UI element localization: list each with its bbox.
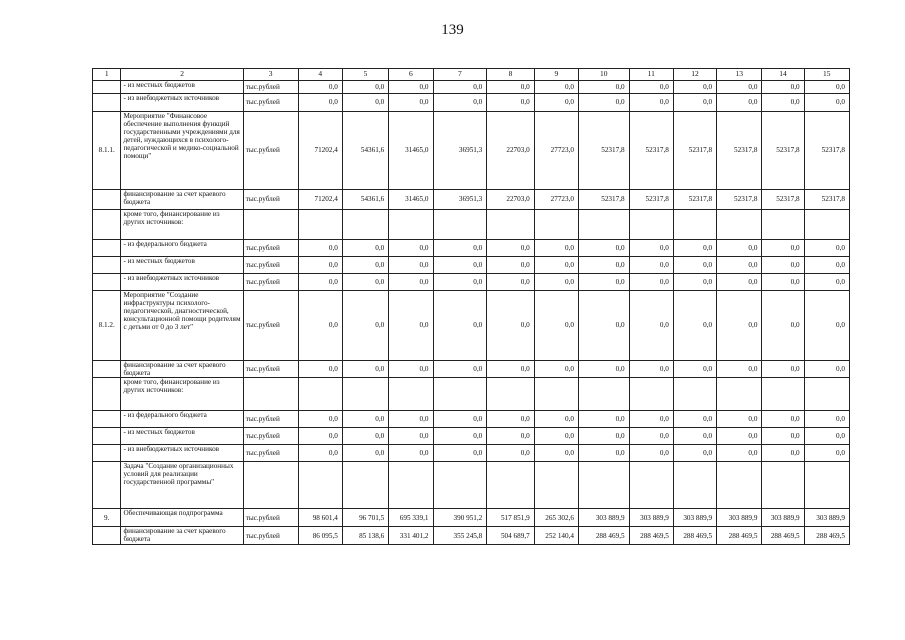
table-row (93, 527, 850, 545)
column-number: 8 (487, 69, 534, 81)
value-cell: 0,0 (629, 81, 673, 94)
value-cell: 288 469,5 (804, 527, 849, 545)
value-cell: 0,0 (629, 291, 673, 361)
value-cell: 0,0 (389, 411, 433, 428)
value-cell: 0,0 (629, 445, 673, 462)
value-cell: 695 339,1 (389, 509, 433, 527)
value-cell (487, 378, 534, 411)
item-code: 8.1.1. (93, 112, 121, 190)
item-name: - из местных бюджетов (121, 428, 243, 445)
item-name: финансирование за счет краевого бюджета (121, 361, 243, 378)
value-cell (673, 462, 716, 509)
value-cell: 52317,8 (629, 112, 673, 190)
unit: тыс.рублей (243, 411, 298, 428)
value-cell: 0,0 (804, 361, 849, 378)
item-code: 9. (93, 509, 121, 527)
value-cell (389, 378, 433, 411)
value-cell: 303 889,9 (717, 509, 762, 527)
value-cell: 96 701,5 (342, 509, 388, 527)
value-cell: 52317,8 (762, 190, 804, 210)
value-cell: 0,0 (673, 361, 716, 378)
item-code (93, 462, 121, 509)
value-cell: 0,0 (762, 81, 804, 94)
column-number: 7 (433, 69, 487, 81)
value-cell: 0,0 (342, 428, 388, 445)
value-cell: 0,0 (673, 81, 716, 94)
value-cell: 0,0 (298, 291, 342, 361)
item-name: финансирование за счет краевого бюджета (121, 527, 243, 545)
value-cell: 0,0 (762, 361, 804, 378)
value-cell: 0,0 (804, 428, 849, 445)
value-cell: 0,0 (717, 257, 762, 274)
value-cell: 0,0 (717, 240, 762, 257)
table-row (93, 190, 850, 210)
value-cell: 0,0 (804, 291, 849, 361)
value-cell (629, 462, 673, 509)
value-cell: 303 889,9 (762, 509, 804, 527)
column-number: 5 (342, 69, 388, 81)
unit: тыс.рублей (243, 509, 298, 527)
budget-table (92, 68, 850, 545)
unit: тыс.рублей (243, 81, 298, 94)
value-cell (762, 462, 804, 509)
value-cell (578, 462, 629, 509)
value-cell: 27723,0 (534, 190, 578, 210)
value-cell: 0,0 (717, 291, 762, 361)
item-code (93, 240, 121, 257)
item-code (93, 378, 121, 411)
value-cell: 0,0 (717, 445, 762, 462)
item-code (93, 190, 121, 210)
item-code (93, 445, 121, 462)
value-cell: 0,0 (298, 274, 342, 291)
value-cell: 31465,0 (389, 190, 433, 210)
table-row (93, 378, 850, 411)
value-cell: 0,0 (487, 240, 534, 257)
table-row (93, 94, 850, 112)
table-row (93, 81, 850, 94)
value-cell: 54361,6 (342, 190, 388, 210)
value-cell: 0,0 (578, 428, 629, 445)
item-name: Мероприятие "Финансовое обеспечение выполнения функций государственными учреждениями для детей, нуждающихся в психолого-педагогической и медико-социальной помощи" (121, 112, 243, 190)
item-name: Мероприятие "Создание инфраструктуры психолого-педагогической, диагностической, консультационной помощи родителям с детьми от 0 до 3 лет" (121, 291, 243, 361)
item-code (93, 361, 121, 378)
value-cell: 0,0 (433, 445, 487, 462)
value-cell (717, 378, 762, 411)
value-cell: 52317,8 (673, 112, 716, 190)
value-cell: 0,0 (804, 257, 849, 274)
value-cell: 252 140,4 (534, 527, 578, 545)
value-cell: 0,0 (717, 411, 762, 428)
value-cell: 0,0 (673, 274, 716, 291)
value-cell: 0,0 (673, 445, 716, 462)
value-cell: 0,0 (433, 411, 487, 428)
column-number: 1 (93, 69, 121, 81)
value-cell: 0,0 (673, 257, 716, 274)
value-cell: 0,0 (487, 445, 534, 462)
table-row (93, 428, 850, 445)
value-cell: 0,0 (717, 361, 762, 378)
value-cell: 303 889,9 (804, 509, 849, 527)
value-cell: 0,0 (578, 81, 629, 94)
value-cell (534, 378, 578, 411)
value-cell: 0,0 (342, 94, 388, 112)
value-cell: 0,0 (342, 240, 388, 257)
column-number: 9 (534, 69, 578, 81)
unit (243, 210, 298, 240)
value-cell: 0,0 (342, 257, 388, 274)
column-number: 3 (243, 69, 298, 81)
value-cell: 0,0 (578, 445, 629, 462)
table-row (93, 462, 850, 509)
value-cell (717, 210, 762, 240)
value-cell (717, 462, 762, 509)
value-cell: 0,0 (298, 411, 342, 428)
value-cell (629, 378, 673, 411)
item-code (93, 527, 121, 545)
column-number: 6 (389, 69, 433, 81)
column-number: 2 (121, 69, 243, 81)
value-cell: 0,0 (342, 274, 388, 291)
value-cell: 288 469,5 (673, 527, 716, 545)
value-cell: 265 302,6 (534, 509, 578, 527)
value-cell: 0,0 (433, 361, 487, 378)
value-cell: 0,0 (487, 274, 534, 291)
value-cell: 98 601,4 (298, 509, 342, 527)
item-code (93, 274, 121, 291)
value-cell: 0,0 (629, 411, 673, 428)
value-cell (804, 378, 849, 411)
value-cell: 0,0 (342, 291, 388, 361)
value-cell: 0,0 (578, 411, 629, 428)
table-row (93, 361, 850, 378)
item-code (93, 210, 121, 240)
value-cell: 0,0 (389, 291, 433, 361)
value-cell: 0,0 (433, 94, 487, 112)
value-cell (342, 210, 388, 240)
value-cell (534, 462, 578, 509)
value-cell: 52317,8 (762, 112, 804, 190)
value-cell: 390 951,2 (433, 509, 487, 527)
value-cell: 0,0 (629, 274, 673, 291)
column-number: 11 (629, 69, 673, 81)
value-cell (433, 378, 487, 411)
value-cell (578, 378, 629, 411)
unit: тыс.рублей (243, 445, 298, 462)
table-row (93, 291, 850, 361)
item-code (93, 411, 121, 428)
value-cell: 0,0 (762, 411, 804, 428)
column-number: 10 (578, 69, 629, 81)
value-cell: 36951,3 (433, 112, 487, 190)
value-cell: 0,0 (433, 257, 487, 274)
unit: тыс.рублей (243, 274, 298, 291)
value-cell (762, 210, 804, 240)
value-cell: 288 469,5 (717, 527, 762, 545)
value-cell (342, 378, 388, 411)
value-cell: 0,0 (389, 445, 433, 462)
item-name: - из внебюджетных источников (121, 274, 243, 291)
unit: тыс.рублей (243, 428, 298, 445)
item-code (93, 94, 121, 112)
item-code (93, 81, 121, 94)
item-name: Задача "Создание организационных условий для реализации государственной программы" (121, 462, 243, 509)
value-cell: 0,0 (762, 94, 804, 112)
table-row (93, 257, 850, 274)
value-cell (673, 210, 716, 240)
value-cell (578, 210, 629, 240)
value-cell: 52317,8 (804, 112, 849, 190)
value-cell: 0,0 (804, 411, 849, 428)
value-cell: 0,0 (534, 361, 578, 378)
item-name: - из местных бюджетов (121, 257, 243, 274)
column-number: 4 (298, 69, 342, 81)
value-cell: 22703,0 (487, 190, 534, 210)
value-cell: 0,0 (629, 361, 673, 378)
value-cell: 0,0 (673, 411, 716, 428)
item-name: финансирование за счет краевого бюджета (121, 190, 243, 210)
value-cell: 517 851,9 (487, 509, 534, 527)
value-cell: 0,0 (342, 81, 388, 94)
value-cell: 86 095,5 (298, 527, 342, 545)
unit: тыс.рублей (243, 361, 298, 378)
value-cell: 0,0 (487, 94, 534, 112)
value-cell (389, 462, 433, 509)
value-cell: 0,0 (804, 240, 849, 257)
value-cell: 0,0 (804, 94, 849, 112)
item-name: - из местных бюджетов (121, 81, 243, 94)
value-cell: 0,0 (629, 428, 673, 445)
value-cell: 0,0 (762, 274, 804, 291)
table-row (93, 210, 850, 240)
table-row (93, 445, 850, 462)
value-cell: 0,0 (487, 291, 534, 361)
value-cell: 355 245,8 (433, 527, 487, 545)
unit (243, 462, 298, 509)
value-cell: 0,0 (298, 94, 342, 112)
value-cell (487, 210, 534, 240)
column-number: 13 (717, 69, 762, 81)
value-cell: 0,0 (487, 257, 534, 274)
value-cell: 0,0 (673, 240, 716, 257)
value-cell: 0,0 (298, 81, 342, 94)
value-cell: 0,0 (389, 240, 433, 257)
value-cell: 0,0 (389, 257, 433, 274)
value-cell: 0,0 (487, 81, 534, 94)
item-name: - из внебюджетных источников (121, 445, 243, 462)
value-cell: 0,0 (762, 240, 804, 257)
value-cell: 0,0 (629, 240, 673, 257)
value-cell: 0,0 (673, 428, 716, 445)
item-name: - из федерального бюджета (121, 240, 243, 257)
value-cell: 0,0 (717, 274, 762, 291)
value-cell: 0,0 (534, 445, 578, 462)
value-cell (804, 210, 849, 240)
value-cell: 54361,6 (342, 112, 388, 190)
unit: тыс.рублей (243, 257, 298, 274)
value-cell: 52317,8 (717, 190, 762, 210)
unit: тыс.рублей (243, 240, 298, 257)
value-cell: 504 689,7 (487, 527, 534, 545)
value-cell: 303 889,9 (673, 509, 716, 527)
value-cell: 0,0 (389, 428, 433, 445)
value-cell: 0,0 (534, 257, 578, 274)
value-cell: 0,0 (534, 240, 578, 257)
unit: тыс.рублей (243, 94, 298, 112)
value-cell: 52317,8 (629, 190, 673, 210)
value-cell: 71202,4 (298, 112, 342, 190)
item-code (93, 428, 121, 445)
value-cell: 0,0 (433, 428, 487, 445)
value-cell: 303 889,9 (629, 509, 673, 527)
unit: тыс.рублей (243, 112, 298, 190)
value-cell (804, 462, 849, 509)
table-row (93, 240, 850, 257)
value-cell: 0,0 (673, 291, 716, 361)
item-name: кроме того, финансирование из других источников: (121, 378, 243, 411)
value-cell (433, 462, 487, 509)
item-name: Обеспечивающая подпрограмма (121, 509, 243, 527)
value-cell: 0,0 (389, 274, 433, 291)
value-cell: 0,0 (534, 428, 578, 445)
unit: тыс.рублей (243, 291, 298, 361)
value-cell (673, 378, 716, 411)
column-number: 12 (673, 69, 716, 81)
value-cell: 0,0 (534, 274, 578, 291)
item-name: - из внебюджетных источников (121, 94, 243, 112)
value-cell (342, 462, 388, 509)
item-code (93, 257, 121, 274)
value-cell: 52317,8 (578, 112, 629, 190)
value-cell: 0,0 (487, 411, 534, 428)
table-row (93, 411, 850, 428)
value-cell: 0,0 (534, 81, 578, 94)
column-number: 14 (762, 69, 804, 81)
value-cell: 0,0 (389, 94, 433, 112)
value-cell (762, 378, 804, 411)
header-row (93, 69, 850, 81)
value-cell: 0,0 (673, 94, 716, 112)
value-cell: 288 469,5 (762, 527, 804, 545)
item-name: - из федерального бюджета (121, 411, 243, 428)
value-cell (433, 210, 487, 240)
value-cell: 0,0 (298, 240, 342, 257)
value-cell: 36951,3 (433, 190, 487, 210)
value-cell: 0,0 (433, 291, 487, 361)
value-cell (298, 210, 342, 240)
item-code: 8.1.2. (93, 291, 121, 361)
value-cell: 0,0 (487, 428, 534, 445)
value-cell: 0,0 (298, 428, 342, 445)
table-row (93, 274, 850, 291)
value-cell: 0,0 (578, 94, 629, 112)
value-cell: 85 138,6 (342, 527, 388, 545)
value-cell: 31465,0 (389, 112, 433, 190)
value-cell: 0,0 (578, 291, 629, 361)
value-cell: 52317,8 (673, 190, 716, 210)
value-cell: 0,0 (298, 257, 342, 274)
value-cell: 27723,0 (534, 112, 578, 190)
value-cell: 0,0 (433, 240, 487, 257)
value-cell: 0,0 (762, 257, 804, 274)
unit: тыс.рублей (243, 190, 298, 210)
value-cell: 52317,8 (578, 190, 629, 210)
value-cell: 0,0 (534, 411, 578, 428)
value-cell: 0,0 (578, 361, 629, 378)
table-row (93, 112, 850, 190)
value-cell: 0,0 (389, 361, 433, 378)
value-cell: 0,0 (578, 274, 629, 291)
value-cell: 0,0 (717, 81, 762, 94)
unit: тыс.рублей (243, 527, 298, 545)
item-name: кроме того, финансирование из других источников: (121, 210, 243, 240)
value-cell: 0,0 (433, 81, 487, 94)
value-cell: 0,0 (804, 274, 849, 291)
value-cell: 0,0 (342, 411, 388, 428)
value-cell (298, 378, 342, 411)
value-cell: 288 469,5 (578, 527, 629, 545)
value-cell: 0,0 (534, 291, 578, 361)
value-cell (629, 210, 673, 240)
value-cell: 303 889,9 (578, 509, 629, 527)
value-cell: 52317,8 (804, 190, 849, 210)
value-cell: 0,0 (578, 257, 629, 274)
page-number: 139 (441, 22, 464, 38)
value-cell: 0,0 (629, 257, 673, 274)
value-cell: 0,0 (487, 361, 534, 378)
value-cell: 0,0 (762, 428, 804, 445)
table-row (93, 509, 850, 527)
value-cell: 22703,0 (487, 112, 534, 190)
value-cell (298, 462, 342, 509)
value-cell: 288 469,5 (629, 527, 673, 545)
value-cell: 0,0 (804, 81, 849, 94)
value-cell: 71202,4 (298, 190, 342, 210)
value-cell: 0,0 (389, 81, 433, 94)
value-cell (534, 210, 578, 240)
value-cell (389, 210, 433, 240)
value-cell: 0,0 (762, 445, 804, 462)
value-cell: 0,0 (342, 445, 388, 462)
value-cell: 0,0 (298, 361, 342, 378)
value-cell: 0,0 (629, 94, 673, 112)
value-cell: 0,0 (298, 445, 342, 462)
value-cell: 0,0 (717, 94, 762, 112)
value-cell: 0,0 (342, 361, 388, 378)
value-cell: 0,0 (433, 274, 487, 291)
value-cell: 0,0 (717, 428, 762, 445)
value-cell: 0,0 (804, 445, 849, 462)
column-number: 15 (804, 69, 849, 81)
value-cell: 0,0 (534, 94, 578, 112)
value-cell: 52317,8 (717, 112, 762, 190)
value-cell: 0,0 (762, 291, 804, 361)
value-cell: 0,0 (578, 240, 629, 257)
value-cell (487, 462, 534, 509)
unit (243, 378, 298, 411)
value-cell: 331 401,2 (389, 527, 433, 545)
